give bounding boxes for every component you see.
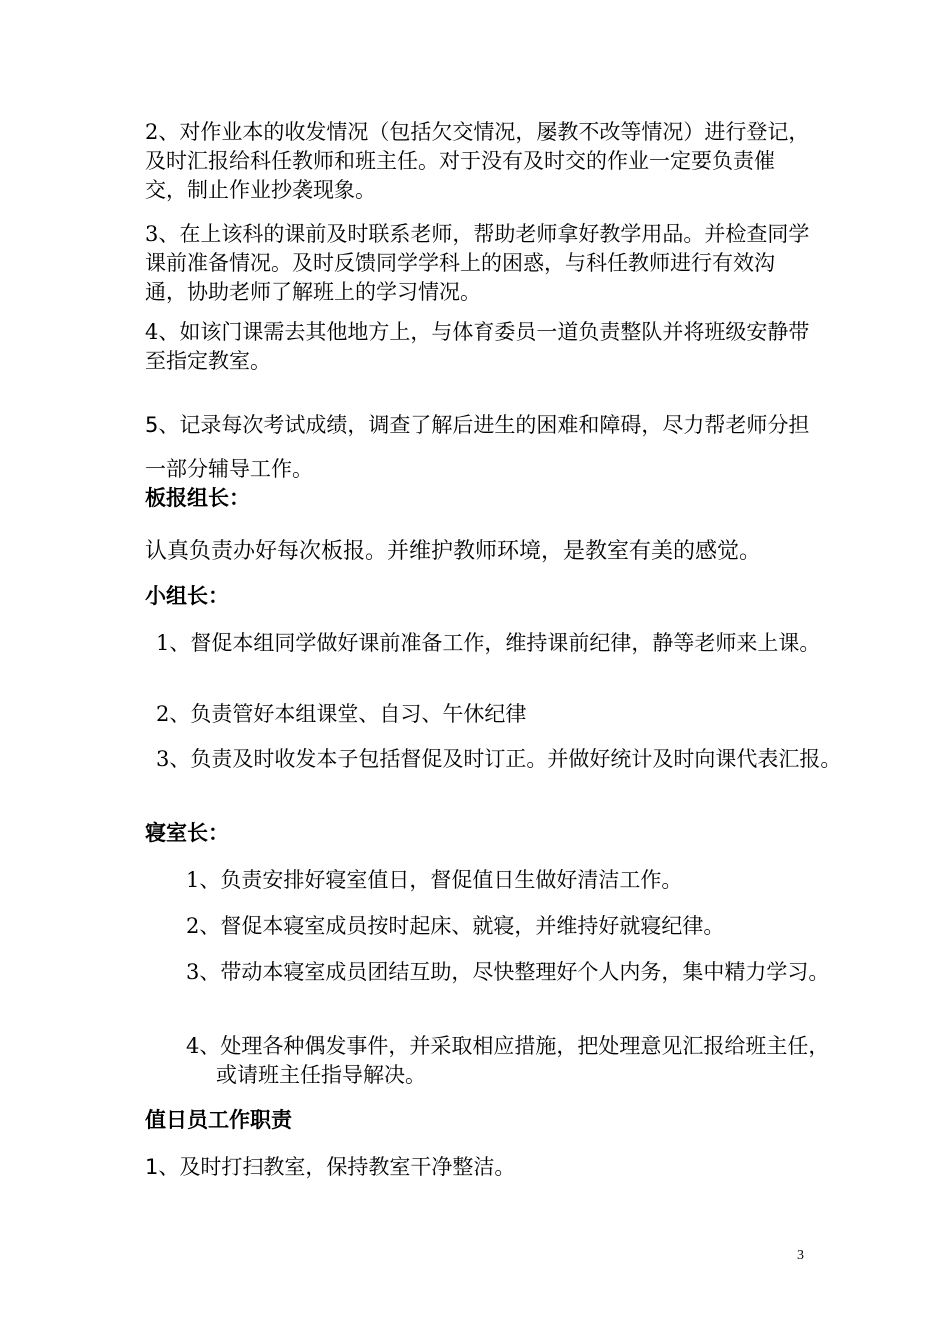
group-leader-item-3: 3、负责及时收发本子包括督促及时订正。并做好统计及时向课代表汇报。 <box>156 747 842 771</box>
duty-item-1-number: 1 <box>145 1155 159 1179</box>
paragraph-item-5 <box>145 403 815 491</box>
dorm-leader-item-2: 2、督促本寝室成员按时起床、就寝，并维持好就寝纪律。 <box>186 914 725 938</box>
group-leader-item-1: 1、督促本组同学做好课前准备工作，维持课前纪律，静等老师来上课。 <box>156 631 821 655</box>
duty-item-1 <box>145 1153 815 1182</box>
duty-heading: 值日员工作职责 <box>145 1108 292 1132</box>
group-leader-heading: 小组长： <box>145 584 229 608</box>
dorm-leader-item-3: 3、带动本寝室成员团结互助，尽快整理好个人内务，集中精力学习。 <box>186 960 830 984</box>
item-5-number: 5 <box>145 413 159 437</box>
page-number: 3 <box>797 1248 804 1263</box>
duty-item-1-text: 、及时打扫教室，保持教室干净整洁。 <box>158 1155 516 1179</box>
board-leader-heading: 板报组长： <box>145 486 250 510</box>
paragraph-item-4: 4、如该门课需去其他地方上，与体育委员一道负责整队并将班级安静带至指定教室。 <box>145 320 810 373</box>
dorm-leader-item-4: 4、处理各种偶发事件，并采取相应措施，把处理意见汇报给班主任，或请班主任指导解决。 <box>186 1034 830 1087</box>
board-leader-text: 认真负责办好每次板报。并维护教师环境，是教室有美的感觉。 <box>145 539 762 564</box>
dorm-leader-item-1: 1、负责安排好寝室值日，督促值日生做好清洁工作。 <box>186 868 683 892</box>
paragraph-item-2: 2、对作业本的收发情况（包括欠交情况，屡教不改等情况）进行登记，及时汇报给科任教师和班主任。对于没有及时交的作业一定要负责催交，制止作业抄袭现象。 <box>145 120 810 202</box>
dorm-leader-heading: 寝室长： <box>145 821 229 845</box>
item-5-text: 、记录每次考试成绩，调查了解后进生的困难和障碍，尽力帮老师分担一部分辅导工作。 <box>145 413 810 481</box>
paragraph-item-3: 3、在上该科的课前及时联系老师，帮助老师拿好教学用品。并检查同学课前准备情况。及时反馈同学学科上的困惑，与科任教师进行有效沟通，协助老师了解班上的学习情况。 <box>145 222 810 304</box>
group-leader-item-2: 2、负责管好本组课堂、自习、午休纪律 <box>156 702 527 726</box>
